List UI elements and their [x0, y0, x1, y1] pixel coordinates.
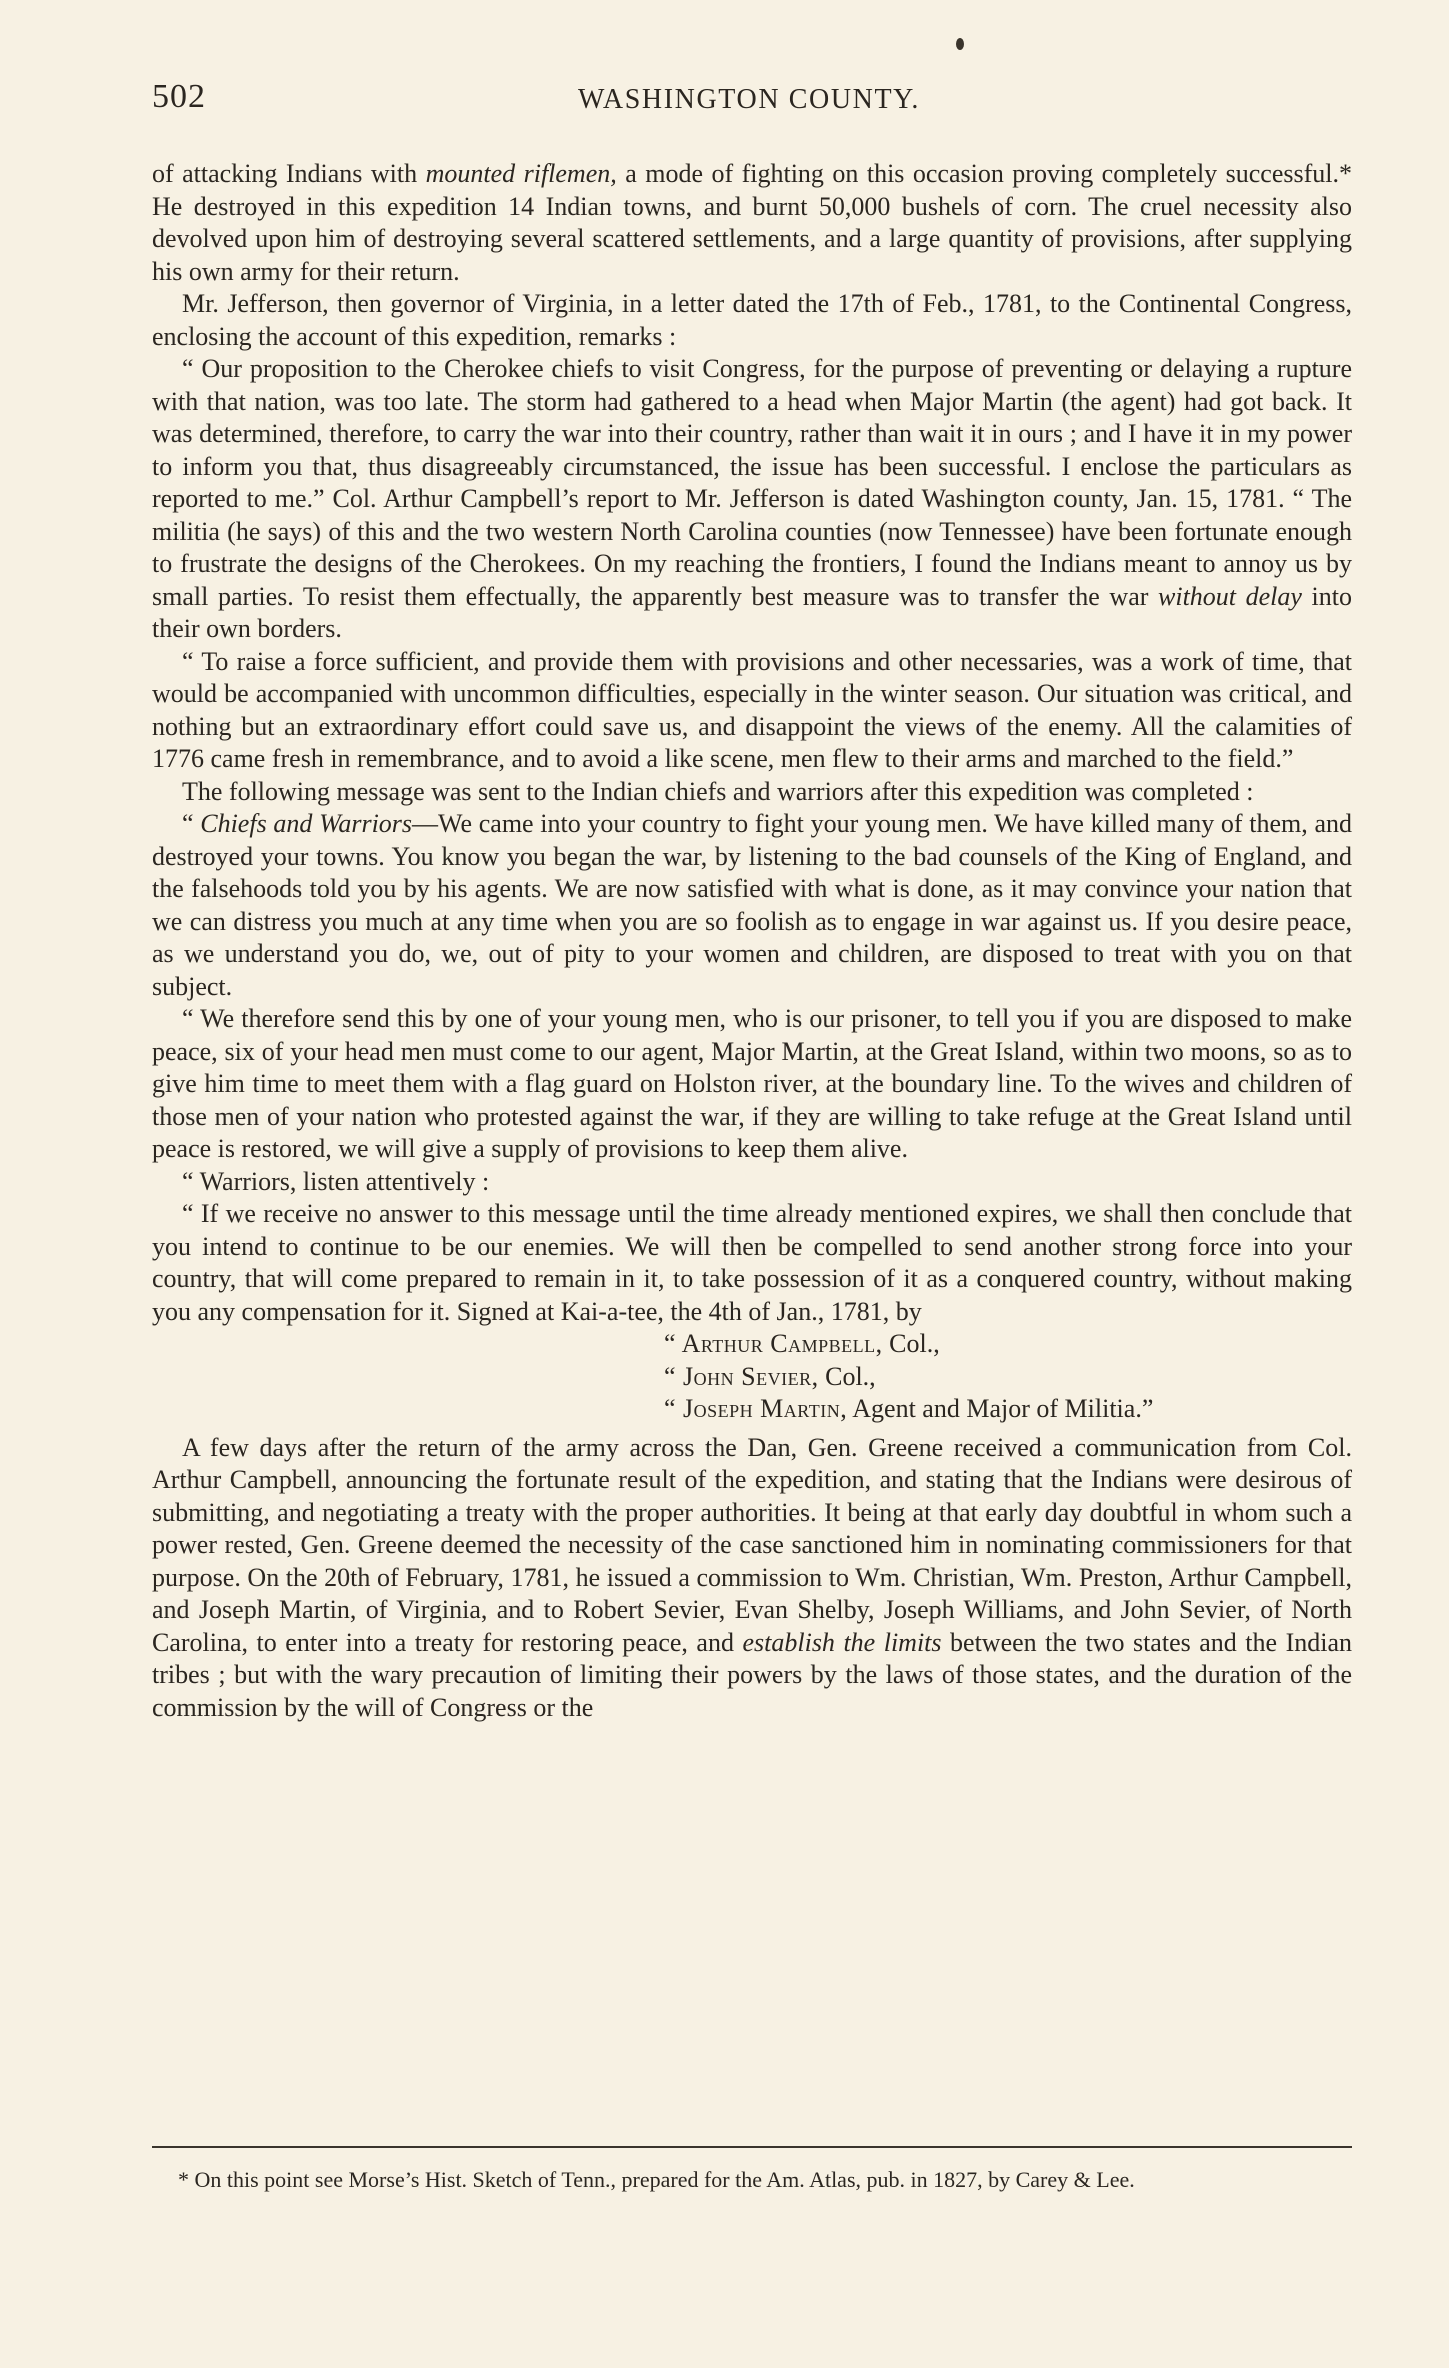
paragraph-1	[152, 158, 1352, 288]
text-run: A few days after the return of the army across the Dan, Gen. Greene received a communication from Col. Arthur Campbell, announcing the fortunate result of the expedition, and stating that the Indians were desirous of submitting, and negotiating a treaty with the proper authorities. It being at that early day doubtful in whom such a power rested, Gen. Greene deemed the necessity of the case sanctioned him in nominating commissioners for that purpose. On the 20th of February, 1781, he issued a commission to Wm. Christian, Wm. Preston, Arthur Campbell, and Joseph Martin, of Virginia, and to Robert Sevier, Evan Shelby, Joseph Williams, and John Sevier, of North Carolina, to enter into a treaty for restoring peace, and	[152, 1432, 1352, 1657]
signatory-name: “ Joseph Martin,	[664, 1394, 848, 1423]
page-number: 502	[152, 78, 206, 115]
paragraph-5: The following message was sent to the Indian chiefs and warriors after this expedition was completed :	[182, 776, 1254, 806]
paragraph-8: “ Warriors, listen attentively :	[182, 1166, 490, 1196]
italic-run: without delay	[1158, 581, 1302, 611]
paragraph-7: “ We therefore send this by one of your young men, who is our prisoner, to tell you if you are disposed to make peace, six of your head men must come to our agent, Major Martin, at the Great Island, within two moons, so as to give him time to meet them with a flag guard on Holston river, at the boundary line. To the wives and children of those men of your nation who protested against the war, if they are willing to take refuge at the Great Island until peace is restored, we will give a supply of provisions to keep them alive.	[152, 1004, 1352, 1163]
paragraph-6	[152, 808, 1352, 1003]
signature-line	[664, 1328, 1352, 1361]
italic-run: mounted riflemen,	[425, 159, 617, 188]
body-text	[152, 158, 1352, 1724]
paragraph-9: “ If we receive no answer to this message until the time already mentioned expires, we shall then conclude that you intend to continue to be our enemies. We will then be compelled to send another strong force into your country, that will come prepared to remain in it, to take possession of it as a conquered country, without making you any compensation for it. Signed at Kai-a-tee, the 4th of Jan., 1781, by	[152, 1199, 1352, 1326]
paragraph-3	[152, 353, 1352, 646]
text-run: “ Our proposition to the Cherokee chiefs to visit Congress, for the purpose of preventing or delaying a rupture with that nation, was too late. The storm had gathered to a head when Major Martin (the agent) had got back. It was determined, therefore, to carry the war into their country, rather than wait it in ours ; and I have it in my power to inform you that, thus disagreeably circumstanced, the issue has been successful. I enclose the particulars as reported to me.” Col. Arthur Campbell’s report to Mr. Jefferson is dated Washington county, Jan. 15, 1781. “ The militia (he says) of this and the two western North Carolina counties (now Tennessee) have been fortunate enough to frustrate the designs of the Cherokees. On my reaching the frontiers, I found the Indians meant to annoy us by small parties. To resist them effectually, the apparently best measure was to transfer the war	[152, 354, 1352, 611]
text-run: a mode of fighting on this occasion proving completely successful.* He destroyed in this expedition 14 Indian towns, and burnt 50,000 bushels of corn. The cruel necessity also devolved upon him of destroying several scattered settlements, and a large quantity of provisions, after supplying his own army for their return.	[152, 159, 1352, 286]
paragraph-10	[152, 1432, 1352, 1725]
signatory-title: Agent and Major of Militia.”	[847, 1394, 1154, 1423]
signature-block	[152, 1328, 1352, 1426]
text-run: between the two states and the Indian tribes ; but with the wary precaution of limiting their powers by the laws of those states, and the duration of the commission by the will of Congress or the	[152, 1627, 1352, 1722]
paragraph-2: Mr. Jefferson, then governor of Virginia, in a letter dated the 17th of Feb., 1781, to the Continental Congress, enclosing the account of this expedition, remarks :	[152, 289, 1352, 351]
text-run: into their own borders.	[152, 581, 1352, 643]
italic-run: Chiefs and Warriors	[200, 809, 413, 838]
signatory-name: “ Arthur Campbell,	[664, 1329, 883, 1358]
text-run: “	[182, 809, 201, 838]
text-run: —We came into your country to fight your young men. We have killed many of them, and destroyed your towns. You know you began the war, by listening to the bad counsels of the King of England, and the falsehoods told you by his agents. We are now satisfied with what is done, as it may convince your nation that we can distress you much at any time when you are so foolish as to engage in war against us. If you desire peace, as we understand you do, we, out of pity to your women and children, are disposed to treat with you on that subject.	[152, 809, 1353, 1001]
signature-line	[664, 1361, 1352, 1394]
signatory-name: “ John Sevier,	[664, 1361, 819, 1391]
italic-run: establish the limits	[742, 1627, 942, 1657]
footnote: * On this point see Morse’s Hist. Sketch of Tenn., prepared for the Am. Atlas, pub. in 1827, by Carey & Lee.	[178, 2167, 1135, 2192]
footnote-divider	[152, 2146, 1352, 2148]
ink-dot	[956, 38, 964, 50]
text-run: of attacking Indians with	[152, 159, 426, 188]
signature-line	[664, 1393, 1352, 1426]
running-head: WASHINGTON COUNTY.	[578, 84, 920, 115]
paragraph-4: “ To raise a force sufficient, and provide them with provisions and other necessaries, was a work of time, that would be accompanied with uncommon difficulties, especially in the winter season. Our situation was critical, and nothing but an extraordinary effort could save us, and disappoint the views of the enemy. All the calamities of 1776 came fresh in remembrance, and to avoid a like scene, men flew to their arms and marched to the field.”	[152, 646, 1352, 773]
signatory-title: Col.,	[818, 1361, 876, 1391]
signatory-title: Col.,	[882, 1329, 940, 1358]
